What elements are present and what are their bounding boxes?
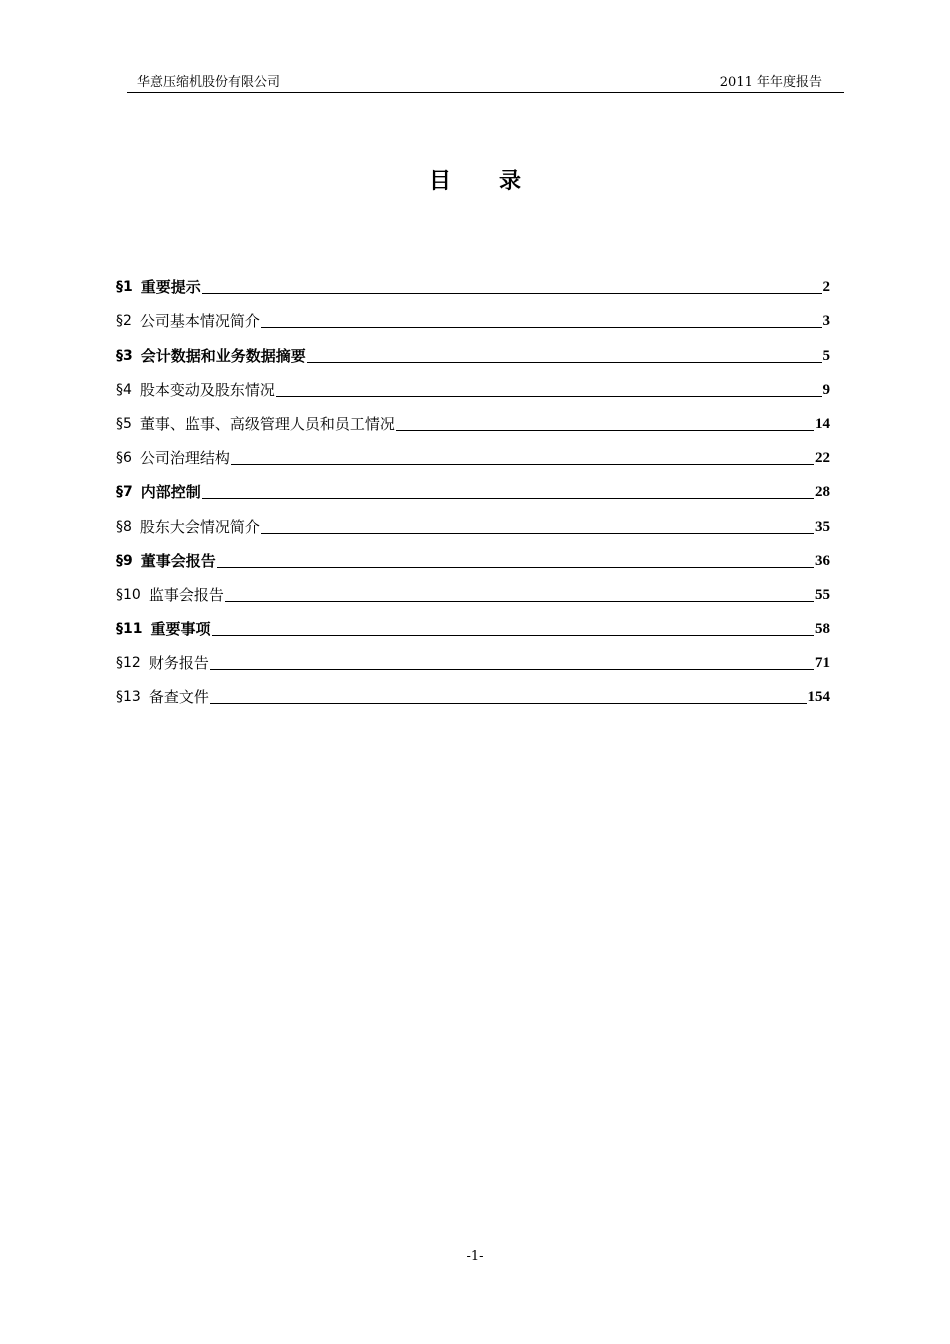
header-report-title: 2011 年年度报告 — [719, 75, 822, 90]
toc-leader-line — [231, 463, 814, 465]
toc-leader-line — [202, 292, 822, 294]
toc-entry-label: 重要提示 — [140, 278, 201, 297]
toc-entry-page: 58 — [815, 621, 830, 638]
toc-entry-number: §11 — [116, 621, 143, 638]
toc-entry-label: 会计数据和业务数据摘要 — [140, 346, 306, 365]
toc-entry-8[interactable] — [116, 503, 830, 537]
toc-entry-number: §4 — [116, 381, 132, 398]
toc-entry-label: 内部控制 — [140, 483, 201, 502]
header-company-name: 华意压缩机股份有限公司 — [137, 75, 281, 90]
toc-entry-page: 36 — [815, 552, 830, 569]
toc-leader-line — [396, 429, 814, 431]
toc-entry-page: 2 — [822, 279, 830, 296]
toc-entry-label: 董事会报告 — [140, 551, 216, 570]
toc-leader-line — [307, 361, 822, 363]
toc-leader-line — [202, 497, 814, 499]
toc-leader-line — [217, 566, 814, 568]
toc-leader-line — [212, 634, 815, 636]
toc-entry-1[interactable] — [116, 264, 830, 298]
page-header — [127, 74, 844, 92]
toc-entry-page: 3 — [822, 313, 830, 330]
toc-entry-6[interactable] — [116, 435, 830, 469]
toc-entry-3[interactable] — [116, 332, 830, 366]
toc-leader-line — [210, 702, 807, 704]
toc-entry-page: 22 — [815, 450, 830, 467]
toc-entry-label: 重要事项 — [150, 620, 211, 639]
toc-leader-line — [210, 668, 814, 670]
toc-entry-13[interactable] — [116, 674, 830, 708]
toc-entry-label: 财务报告 — [148, 654, 209, 673]
toc-entry-label: 监事会报告 — [148, 585, 224, 604]
toc-entry-number: §9 — [116, 552, 133, 569]
toc-entry-number: §6 — [116, 450, 132, 467]
toc-entry-label: 公司治理结构 — [139, 449, 230, 468]
toc-entry-2[interactable] — [116, 298, 830, 332]
toc-entry-number: §7 — [116, 484, 133, 501]
toc-entry-page: 5 — [822, 347, 830, 364]
page-number: -1- — [466, 1249, 484, 1264]
toc-entry-number: §5 — [116, 415, 132, 432]
toc-entry-4[interactable] — [116, 367, 830, 401]
toc-entry-11[interactable] — [116, 606, 830, 640]
toc-entry-number: §8 — [116, 518, 132, 535]
toc-entry-number: §2 — [116, 313, 132, 330]
toc-entry-page: 35 — [815, 518, 830, 535]
toc-entry-5[interactable] — [116, 401, 830, 435]
toc-entry-page: 14 — [815, 415, 830, 432]
toc-entry-9[interactable] — [116, 538, 830, 572]
header-divider — [127, 92, 844, 93]
toc-entry-label: 公司基本情况简介 — [139, 312, 260, 331]
toc-entry-10[interactable] — [116, 572, 830, 606]
toc-entry-number: §13 — [116, 689, 141, 706]
toc-entry-label: 股东大会情况简介 — [139, 517, 260, 536]
toc-heading: 目录 — [428, 169, 569, 194]
toc-entry-label: 股本变动及股东情况 — [139, 380, 275, 399]
toc-leader-line — [261, 532, 814, 534]
toc-entry-label: 备查文件 — [148, 688, 209, 707]
toc-entry-page: 9 — [822, 381, 830, 398]
table-of-contents — [116, 264, 830, 708]
toc-entry-number: §10 — [116, 586, 141, 603]
toc-entry-number: §1 — [116, 279, 133, 296]
toc-entry-number: §3 — [116, 347, 133, 364]
toc-leader-line — [261, 326, 822, 328]
toc-entry-page: 154 — [807, 689, 830, 706]
toc-entry-7[interactable] — [116, 469, 830, 503]
toc-entry-page: 71 — [815, 655, 830, 672]
toc-leader-line — [276, 395, 822, 397]
toc-entry-page: 28 — [815, 484, 830, 501]
toc-entry-page: 55 — [815, 586, 830, 603]
toc-entry-label: 董事、监事、高级管理人员和员工情况 — [139, 414, 395, 433]
toc-entry-12[interactable] — [116, 640, 830, 674]
toc-leader-line — [225, 600, 814, 602]
toc-entry-number: §12 — [116, 655, 141, 672]
